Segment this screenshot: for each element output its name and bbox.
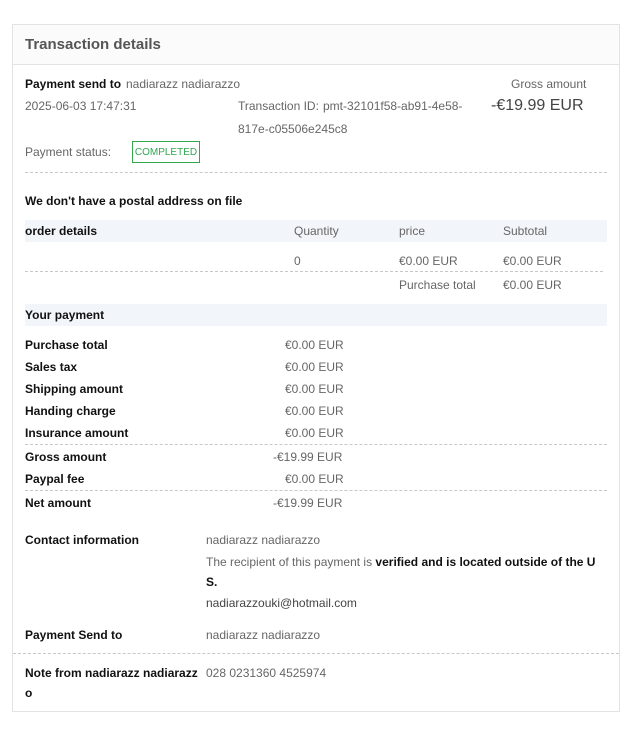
- paypal-fee-label: Paypal fee: [25, 472, 85, 486]
- divider: [25, 444, 607, 445]
- order-subtotal: €0.00 EUR: [503, 254, 562, 268]
- payment-line-label: Handing charge: [25, 404, 116, 418]
- payment-send-to-footer-label: Payment Send to: [25, 628, 123, 642]
- recipient-name: nadiarazz nadiarazzo: [126, 77, 241, 91]
- divider: [25, 490, 607, 491]
- subtotal-header: Subtotal: [503, 224, 548, 238]
- postal-address-notice: We don't have a postal address on file: [25, 194, 243, 208]
- payment-line-label: Purchase total: [25, 338, 108, 352]
- recipient-status-prefix: The recipient of this payment is: [206, 555, 376, 569]
- payment-line-value: €0.00 EUR: [285, 404, 344, 418]
- divider: [25, 172, 607, 173]
- payment-line-value: €0.00 EUR: [285, 382, 344, 396]
- payment-send-to-footer-value: nadiarazz nadiarazzo: [206, 628, 321, 642]
- payment-send-to-label: Payment send to: [25, 77, 122, 91]
- payment-line-label: Shipping amount: [25, 382, 123, 396]
- note-label: Note from nadiarazz nadiarazz: [25, 666, 198, 680]
- recipient-status-text: [206, 552, 608, 592]
- transaction-id-line2: 817e-c05506e245c8: [238, 122, 348, 136]
- quantity-header: Quantity: [294, 224, 339, 238]
- contact-information-label: Contact information: [25, 533, 139, 547]
- card-header: [13, 25, 619, 65]
- transaction-id-label: Transaction ID:: [238, 99, 319, 113]
- payment-line-label: Sales tax: [25, 360, 78, 374]
- recipient-status-verified: verified and is located outside of the U S.: [206, 555, 596, 589]
- net-amount-value: -€19.99 EUR: [273, 496, 343, 510]
- net-amount-label: Net amount: [25, 496, 91, 510]
- order-quantity: 0: [294, 254, 301, 268]
- note-value: 028 0231360 4525974: [206, 666, 327, 680]
- price-header: price: [399, 224, 426, 238]
- transaction-id-line1: pmt-32101f58-ab91-4e58-: [323, 99, 463, 113]
- divider: [25, 271, 603, 272]
- status-badge: COMPLETED: [132, 141, 200, 163]
- purchase-total-value: €0.00 EUR: [503, 278, 562, 292]
- gross-amount-value: -€19.99 EUR: [491, 97, 584, 114]
- payment-line-value: €0.00 EUR: [285, 360, 344, 374]
- page-title: Transaction details: [25, 36, 161, 53]
- gross-amount-label: Gross amount: [511, 77, 587, 91]
- gross-amount-line-label: Gross amount: [25, 450, 107, 464]
- paypal-fee-value: €0.00 EUR: [285, 472, 344, 486]
- payment-line-label: Insurance amount: [25, 426, 129, 440]
- purchase-total-label: Purchase total: [399, 278, 476, 292]
- order-price: €0.00 EUR: [399, 254, 458, 268]
- payment-status-label: Payment status:: [25, 145, 112, 159]
- note-label-continued: o: [25, 686, 33, 700]
- divider: [13, 653, 619, 654]
- order-details-header: order details: [25, 224, 98, 238]
- payment-header-band: [25, 304, 607, 326]
- payment-line-value: €0.00 EUR: [285, 426, 344, 440]
- payment-line-value: €0.00 EUR: [285, 338, 344, 352]
- contact-name: nadiarazz nadiarazzo: [206, 533, 321, 547]
- gross-amount-line-value: -€19.99 EUR: [273, 450, 343, 464]
- contact-email[interactable]: nadiarazzouki@hotmail.com: [206, 596, 357, 610]
- transaction-details-card: [12, 24, 620, 712]
- your-payment-title: Your payment: [25, 308, 105, 322]
- transaction-date: 2025-06-03 17:47:31: [25, 99, 137, 113]
